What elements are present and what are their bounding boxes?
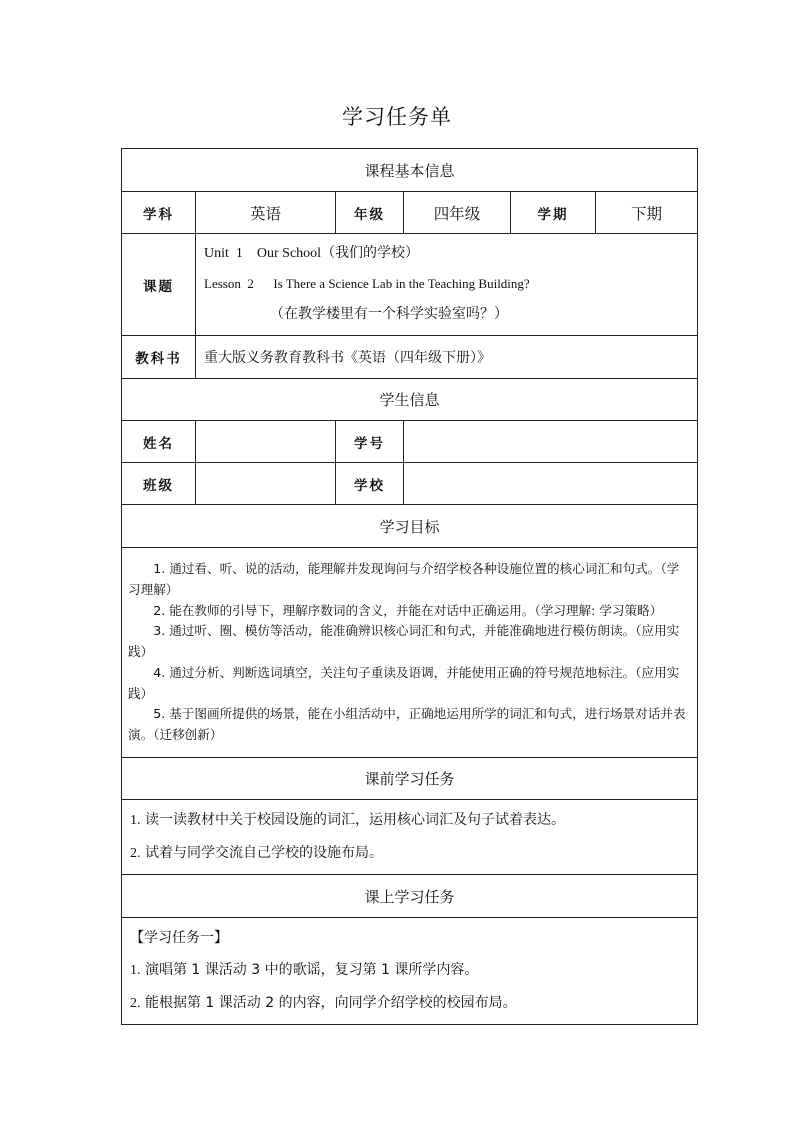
in-class-header: 课上学习任务: [122, 875, 698, 918]
list-item-number: 2.: [130, 996, 141, 1011]
list-item: [130, 987, 689, 1020]
goal-item: 4. 通过分析、判断选词填空，关注句子重读及语调，并能使用正确的符号规范地标注。（应用实践）: [128, 664, 680, 701]
topic-unit-line: [204, 238, 689, 269]
subject-value: 英语: [196, 192, 336, 234]
topic-label: 课题: [122, 234, 196, 336]
topic-row: [122, 234, 698, 336]
page-title: 学习任务单: [342, 105, 452, 129]
task-title: 【学习任务一】: [130, 930, 228, 946]
student-info-header: 学生信息: [122, 379, 698, 421]
term-label: 学期: [511, 192, 596, 234]
student-id-field[interactable]: [404, 421, 698, 463]
goals-row: [122, 548, 698, 758]
in-class-header-row: [122, 875, 698, 918]
goals-header-row: [122, 505, 698, 548]
task-sheet-table: [121, 148, 698, 1025]
pre-class-header-row: [122, 758, 698, 800]
class-row: [122, 463, 698, 505]
list-item-text: 演唱第 1 课活动 3 中的歌谣，复习第 1 课所学内容。: [144, 962, 479, 978]
subject-label: 学科: [122, 192, 196, 234]
topic-unit-cn: （我们的学校）: [321, 245, 420, 261]
course-info-header: 课程基本信息: [122, 149, 698, 192]
in-class-row: [122, 918, 698, 1025]
name-field[interactable]: [196, 421, 336, 463]
topic-lesson-cn: （在教学楼里有一个科学实验室吗？）: [270, 306, 508, 322]
grade-value: 四年级: [404, 192, 511, 234]
school-field[interactable]: [404, 463, 698, 505]
list-item: [130, 837, 689, 870]
class-field[interactable]: [196, 463, 336, 505]
goal-item: 2. 能在教师的引导下，理解序数词的含义，并能在对话中正确运用。（学习理解: 学习策略）: [153, 602, 663, 618]
pre-class-header: 课前学习任务: [122, 758, 698, 800]
goals-list: [122, 548, 698, 758]
grade-label: 年级: [336, 192, 404, 234]
goals-header: 学习目标: [122, 505, 698, 548]
list-item-number: 1.: [130, 963, 141, 978]
class-label: 班级: [122, 463, 196, 505]
list-item-number: 2.: [130, 846, 141, 861]
topic-lesson: Lesson 2 Is There a Science Lab in the Teaching Building?: [204, 276, 530, 291]
name-row: [122, 421, 698, 463]
student-id-label: 学号: [336, 421, 404, 463]
goal-item: 5. 基于图画所提供的场景，能在小组活动中，正确地运用所学的词汇和句式，进行场景对话并表演。（迁移创新）: [128, 706, 686, 743]
list-item-number: 1.: [130, 813, 141, 828]
term-value: 下期: [596, 192, 698, 234]
list-item-text: 试着与同学交流自己学校的设施布局。: [144, 845, 383, 861]
topic-unit: Unit 1 Our School: [204, 246, 322, 261]
list-item-text: 能根据第 1 课活动 2 的内容，向同学介绍学校的校园布局。: [144, 995, 517, 1011]
textbook-label: 教科书: [122, 336, 196, 379]
pre-class-list: [122, 800, 698, 875]
course-info-header-row: [122, 149, 698, 192]
goal-item: 3. 通过听、圈、模仿等活动，能准确辨识核心词汇和句式，并能准确地进行模仿朗读。（应用实践）: [128, 623, 680, 660]
name-label: 姓名: [122, 421, 196, 463]
list-item-text: 读一读教材中关于校园设施的词汇，运用核心词汇及句子试着表达。: [144, 812, 565, 828]
in-class-list: [122, 918, 698, 1025]
textbook-row: [122, 336, 698, 379]
school-label: 学校: [336, 463, 404, 505]
goal-item: 1. 通过看、听、说的活动，能理解并发现询问与介绍学校各种设施位置的核心词汇和句式。（学习理解）: [128, 560, 680, 597]
subject-row: [122, 192, 698, 234]
list-item: [130, 954, 689, 987]
pre-class-row: [122, 800, 698, 875]
textbook-value: 重大版义务教育教科书《英语（四年级下册）》: [196, 336, 698, 379]
list-item: [130, 804, 689, 837]
topic-cell: [196, 234, 698, 336]
student-info-header-row: [122, 379, 698, 421]
